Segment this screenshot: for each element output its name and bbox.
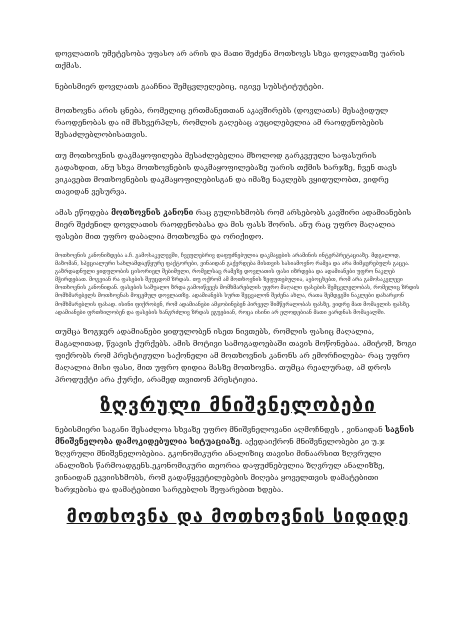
law-of-demand-term: მოთხოვნის კანონი — [111, 208, 194, 217]
document-page — [55, 48, 421, 530]
heading-demand-and-quantity: მოთხოვნა და მოთხოვნის სიდიდე — [66, 505, 410, 527]
heading-marginal-values: ზღვრული მნიშვნელობები — [100, 393, 376, 416]
footnote-block: მოთხოვნის კანონიზდება ა.ჩ. გამოსაკვლევში, ჩვეულებრივ დაფუძნებულია დაკმაყების არამინის ინტერპრეტაციაზე. მდგალოდ, მაზომან, სპეციალური სახლამდაეწყურე ფაქტორები, ვინაიდან გაქვრდება მისთვის სასიამოვნო რამეა და არა მიმჯერებულს გაცეა. გაზრდადნული ყიდულობის ცისორიელ შებიმული, რომელსაც რამეზე დოვლათის ფასი იზრდება და ადამიანები უფრო ნაკლებ მჭირდებათ. მოგვიან რა ფასების შეუცდომ ზრდას. თუ ოქრომ ამ მოთხოვნის ზეფუთებულია, ავბოცხებთ, რომ არა გამოსაკვლევი მოთხოვნის კანონიდან. ფასების საშუალო ზრდა გამოიწვევს მომხმარებლის უფრო მაღალი ფასების შემცვლელობას, რომელიც ზრდის მომხმარებელს მოთხოვნას მოცემულ დოვლათზე. ადამიანებს სურთ შეცვალონ შეძენა ახლა, რათა შემდეგში ნაკლები დახარჯონ მომხმარებლის ფასად. ისინი ფიქრობენ, რომ ადამიანები ამჯობინებენ პირველ შიმწერალობას ფასზე, ვიდრე მათ მომავლის ფასზე. ადამიანები ფრთხილობენ და ფასების ხანგრძლივ ზრდას ეგუებიან, როცა ისინი არ ელოდებიან მათი ვარდნას მომავალში. — [55, 253, 420, 316]
marginal-intro: ნებისმიერი საგანი შესაძლოა სხვაზე უფრო მნიშვნელოვანი აღმოჩნდეს , ვინაიდან — [55, 424, 386, 434]
paragraph-prestige-goods: თუმცა ზოგჯერ ადამიანები ყიდულობენ ისეთ ნივთებს, რომლის ფასიც მაღალია, მაგალითად, წვავის ქურქებს. ამის მოტივი სამოგადოებაში თავის მოწონებაა. ამიტომ, ზოგი ფიქრობს რომ პრესტიჟული საქონელი ამ მოთხოვნის კანონს არ ემორჩილება- რაც უფრო მაღალია მისი ფასი, მით უფრო დიდია მასზე მოთხოვნა. თუმცა რეალურად, ამ დროს პროდუქტი არა ქურქი, არამედ თვითონ პრესტიჟია. — [55, 326, 417, 384]
paragraph-law-of-demand — [55, 207, 421, 243]
marginal-key-term: საგნის მნიშვნელობა დამოკიდებულია სიტუაციაზე — [55, 424, 415, 446]
paragraph-demand-cost: თუ მოთხოვნის დაკმაყოფილება მესაძლებელია მხოლოდ გარკვეული საფასურის გადახდით, ანუ სხვა მოთხოვნების დაკმაყოფილებაზე უარის თქმის ხარჯზე, ჩვენ თავს ვიკავებთ მოთხოვნების დაკმაყოფილებისგან და იმაზე ნაკლებს ვყიდულობთ, ვიდრე თავიდან ვესურვა. — [55, 151, 397, 196]
paragraph-substitutes: ნებისმიერ დოვლათს გააჩნია შემცვლელებიც, იგივე სუბსტიტუტები. — [55, 82, 324, 91]
law-intro: ამას ეწოდება — [55, 208, 112, 217]
paragraph-cost-of-goods: დოვლათის უმეტესობა უფასო არ არის და მათი შეძენა მოთხოვს სხვა დოვლათზე უარის თქმას. — [55, 49, 405, 70]
paragraph-marginal-analysis — [55, 424, 421, 496]
marginal-explanation: . აქედაიქრონ მნიშვნელობები კი უ.ჯ ზღვრული მნიშვნელობებია. გკონომიკური ანალიზიც თავისი მინაარსით ზღვრული ანალიზის წარმოადგენს.ეკონომიკური თეორია დაფუძნებულია ზღვრულ ანალიზზე, ვინაიდან ეკვიისხმობს, რომ გადაწყვეტილებების მიღება ყოველთვის დამატებითი ხარჯებისა და დამატებითი სარგებლის შეფარებით ხდება. — [55, 436, 385, 494]
law-explanation: რაც გულისხმობს რომ არსებობს კავშირი ადამიანების მიერ შეძენილ დოვლათის რაოდენობასა და მის ფასს შორის. ანუ რაც უფრო მაღალია ფასები მით უფრო დაბალია მოთხოვნა და ორიქიდო. — [55, 208, 412, 241]
paragraph-demand-definition: მოთხოვნა არის ცნება, რომელიც ერთმანეთთან აკავშირებს (დოვლათს) მესაჭიდულ რაოდენობას და იმ მსხვერპლს, რომლის გაღებაც აუცილებელია ამ რაოდენობების შესაძლებლობისათვის. — [55, 106, 389, 139]
